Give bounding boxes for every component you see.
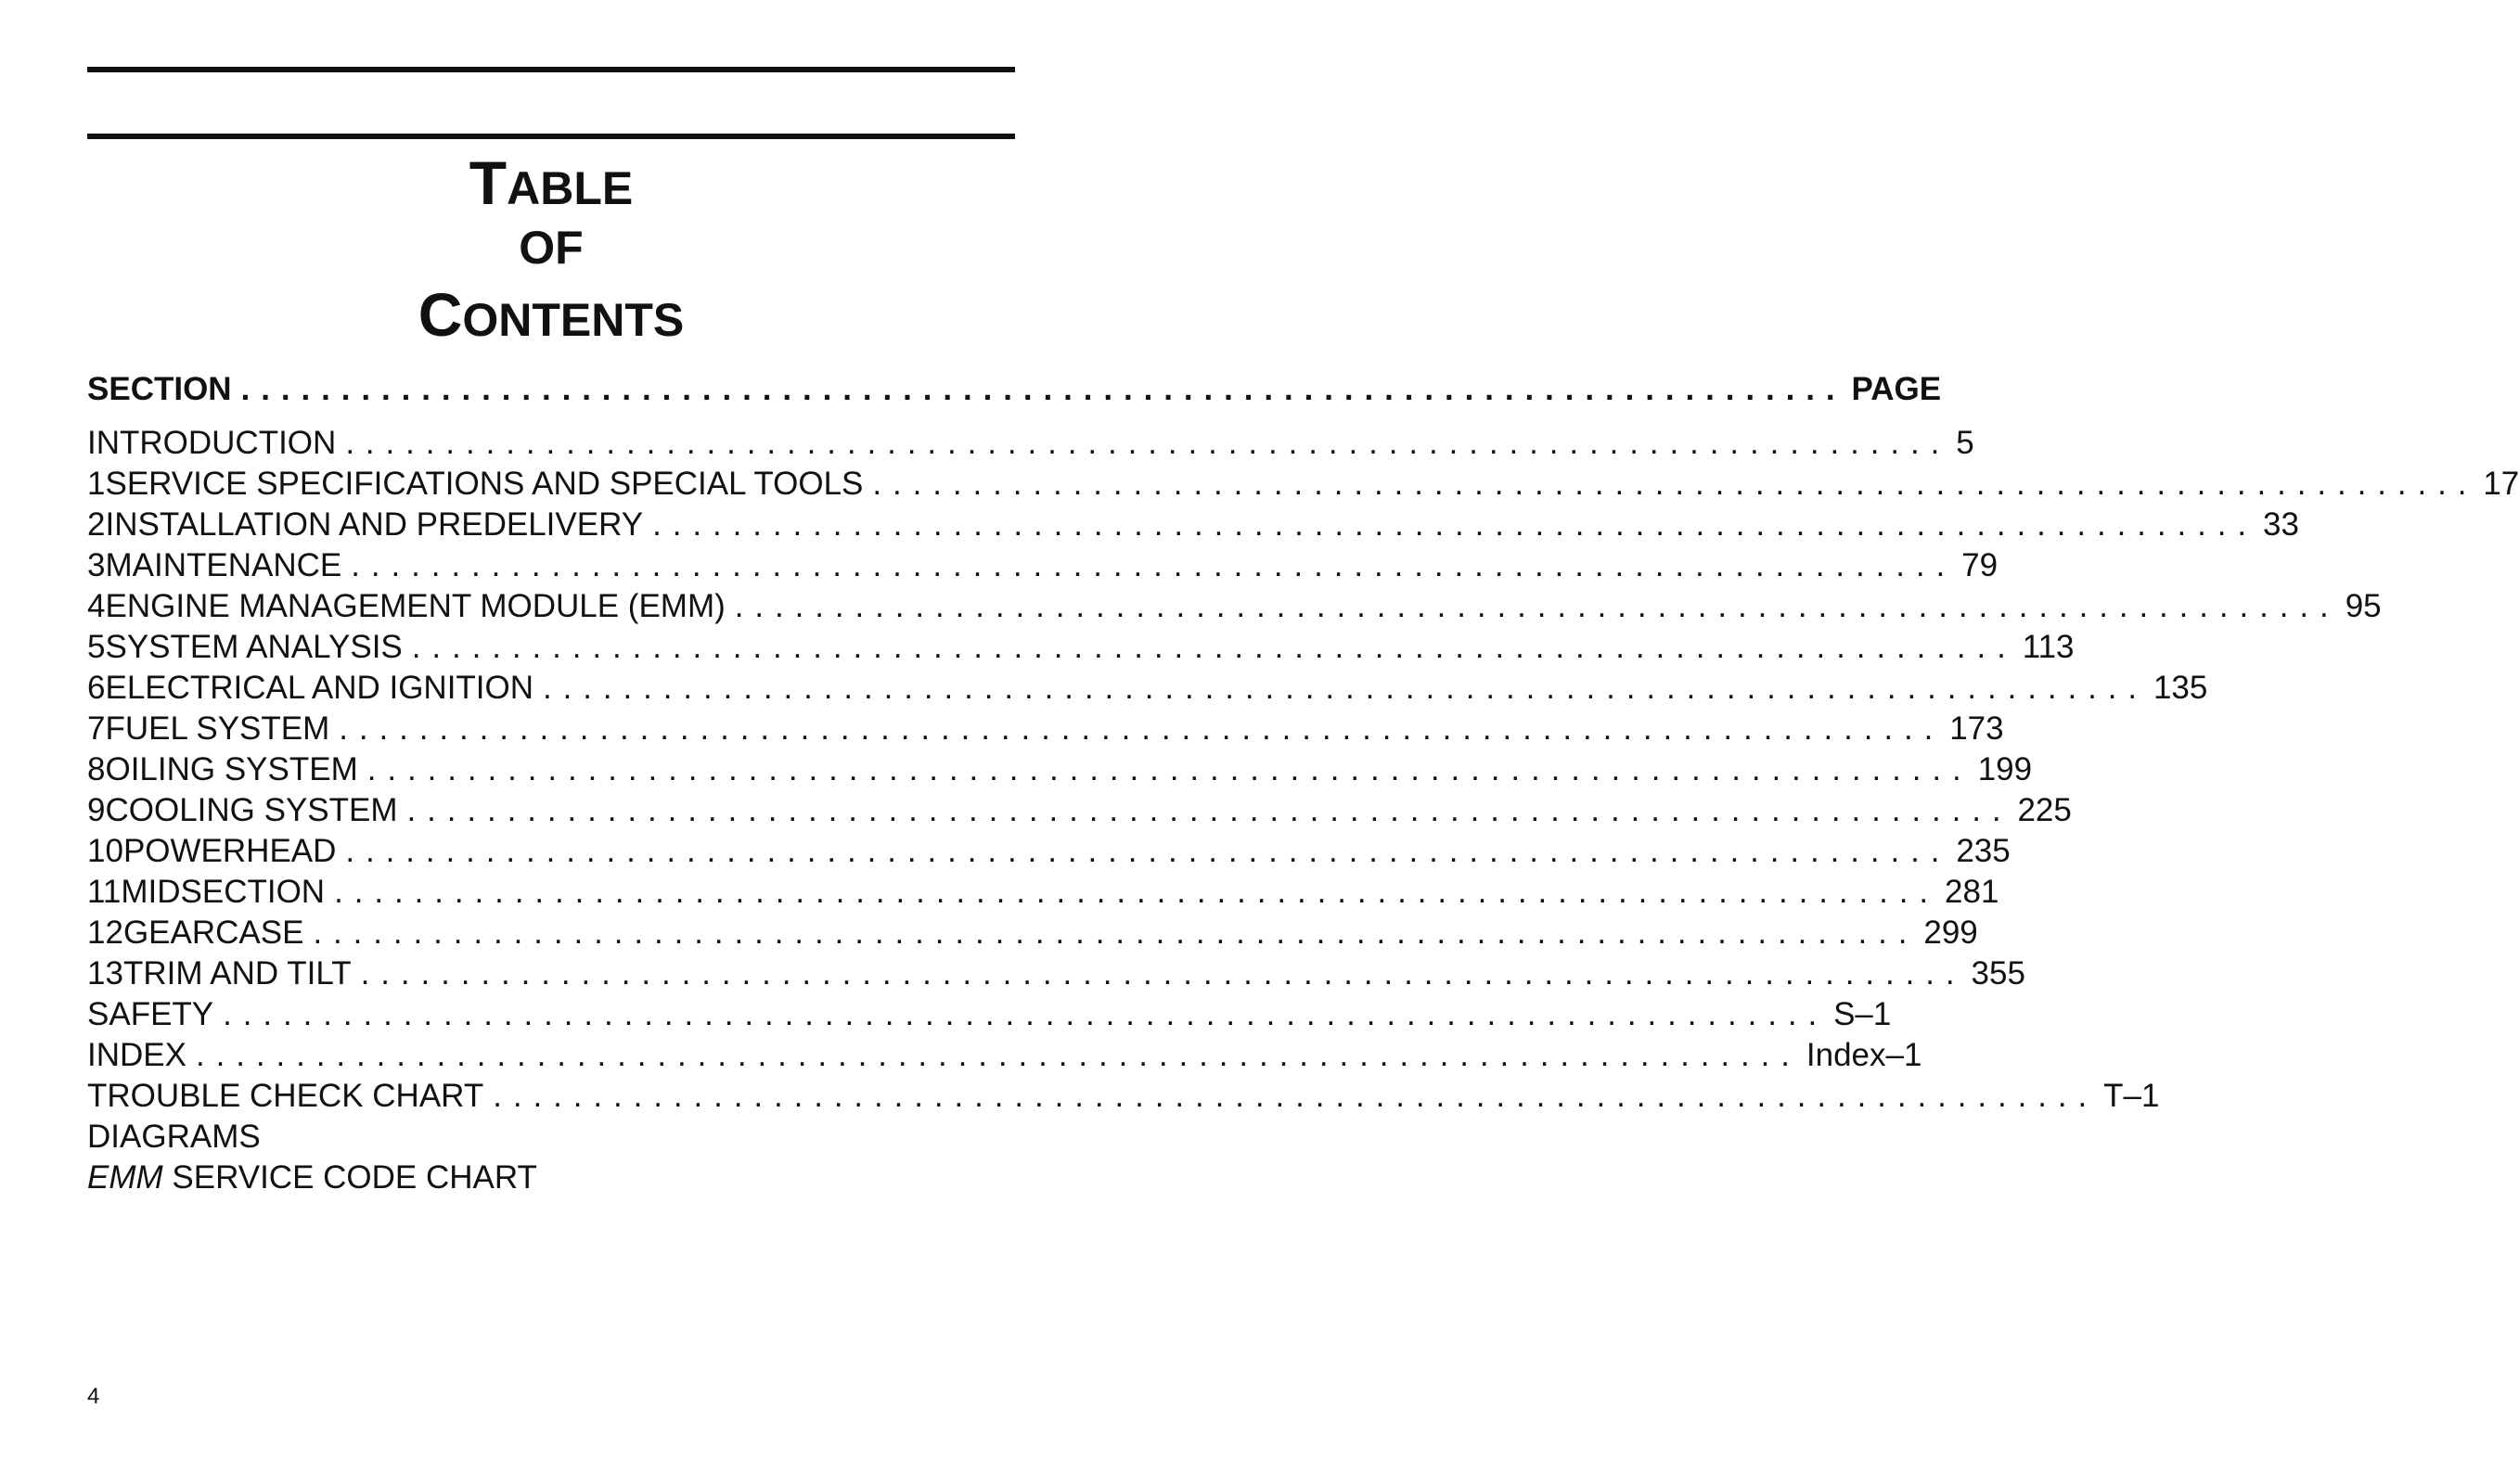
toc-entry-page: 17 xyxy=(2483,466,2519,502)
dot-leader: ................................................................................ xyxy=(493,1078,2099,1114)
toc-entry-page: 113 xyxy=(2022,629,2075,665)
toc-entry-page: T–1 xyxy=(2103,1078,2160,1114)
toc-entry-title: SERVICE CODE CHART xyxy=(172,1159,537,1196)
toc-entry-page: 355 xyxy=(1971,955,2025,991)
toc-entry xyxy=(87,1035,1922,1076)
dot-leader: ................................................................................ xyxy=(543,670,2148,706)
toc-entry-number: 9 xyxy=(87,792,106,828)
dot-leader: ................................................................................ xyxy=(223,996,1829,1032)
toc-entry-page: 33 xyxy=(2263,506,2299,543)
title-line-1: TABLE xyxy=(469,148,634,217)
toc-entry xyxy=(87,668,2208,709)
toc-entry xyxy=(87,994,1892,1035)
toc-entry-number: 1 xyxy=(87,466,106,502)
toc-entry-title: COOLING SYSTEM xyxy=(105,792,398,828)
dot-leader: ................................................................................ xyxy=(411,629,2017,665)
dot-leader: ................................................................................ xyxy=(240,371,1846,407)
toc-entry xyxy=(87,709,2004,749)
dot-leader: ................................................................................ xyxy=(652,506,2258,543)
toc-entry-title: GEARCASE xyxy=(122,915,304,951)
toc-entry-title: SERVICE SPECIFICATIONS AND SPECIAL TOOLS xyxy=(105,466,864,502)
toc-entry-page: 281 xyxy=(1945,874,1999,910)
toc-entry-title: MAINTENANCE xyxy=(105,547,342,583)
toc-entry-page: 5 xyxy=(1956,425,1974,461)
dot-leader: ................................................................................ xyxy=(366,751,1973,787)
toc-entry-number: 13 xyxy=(87,955,123,991)
toc-entry xyxy=(87,1117,1015,1158)
toc-entry-title: ENGINE MANAGEMENT MODULE (EMM) xyxy=(105,588,726,624)
toc-entry xyxy=(87,464,2519,505)
toc-entry-title: OILING SYSTEM xyxy=(105,751,358,787)
toc-entry-number: 2 xyxy=(87,506,106,543)
toc-entry xyxy=(87,545,1998,586)
top-rule xyxy=(87,67,1015,72)
dot-leader: ................................................................................ xyxy=(872,466,2478,502)
dot-leader: ................................................................................ xyxy=(345,833,1951,869)
toc-entry-page: 135 xyxy=(2153,670,2208,706)
toc-entry-number: 8 xyxy=(87,751,106,787)
toc-entry-title: SAFETY xyxy=(87,996,214,1032)
toc-entry xyxy=(87,831,2011,872)
toc-entry xyxy=(87,1158,1015,1198)
toc-entry xyxy=(87,627,2075,668)
toc-entry-title-prefix: EMM xyxy=(87,1159,163,1196)
dot-leader: ................................................................................ xyxy=(345,425,1951,461)
toc-entry xyxy=(87,749,2033,790)
toc-entry-page: 173 xyxy=(1949,710,2004,747)
dot-leader: ................................................................................ xyxy=(334,874,1940,910)
toc-entry xyxy=(87,1076,2160,1117)
toc-entry-title: ELECTRICAL AND IGNITION xyxy=(105,670,534,706)
toc-entry xyxy=(87,872,1999,913)
toc-entry-title: INSTALLATION AND PREDELIVERY xyxy=(105,506,644,543)
toc-entry-title: TROUBLE CHECK CHART xyxy=(87,1078,484,1114)
toc-entry-page: S–1 xyxy=(1833,996,1892,1032)
dot-leader: ................................................................................ xyxy=(734,588,2340,624)
toc-entry-number: 7 xyxy=(87,710,106,747)
toc-entry-title: TRIM AND TILT xyxy=(122,955,352,991)
page-header: PAGE xyxy=(1851,371,1942,407)
toc-entry-title: FUEL SYSTEM xyxy=(105,710,330,747)
toc-entry xyxy=(87,586,2382,627)
dot-leader: ................................................................................ xyxy=(313,915,1919,951)
toc-entry-title: MIDSECTION xyxy=(121,874,326,910)
toc-entry-page: 225 xyxy=(2017,792,2072,828)
toc-entry-page: 299 xyxy=(1923,915,1978,951)
toc-entry-title: DIAGRAMS xyxy=(87,1119,261,1155)
toc-entry-page: 95 xyxy=(2345,588,2382,624)
toc-entry-title: SYSTEM ANALYSIS xyxy=(105,629,403,665)
toc-entry xyxy=(87,790,2072,831)
dot-leader: ................................................................................ xyxy=(406,792,2012,828)
toc-entry xyxy=(87,505,2299,545)
toc-entry-page: Index–1 xyxy=(1806,1037,1922,1073)
page-number: 4 xyxy=(87,1384,100,1409)
toc-entry-page: 199 xyxy=(1977,751,2033,787)
dot-leader: ................................................................................ xyxy=(351,547,1957,583)
dot-leader: ................................................................................ xyxy=(360,955,1966,991)
toc-entry-number: 11 xyxy=(87,874,122,910)
toc-entry-number: 6 xyxy=(87,670,106,706)
toc-header-row xyxy=(87,369,1942,423)
toc-entry-number: 12 xyxy=(87,915,123,951)
dot-leader: ................................................................................ xyxy=(339,710,1945,747)
section-header: SECTION xyxy=(87,371,232,407)
toc-entry-title: POWERHEAD xyxy=(122,833,337,869)
dot-leader: ................................................................................ xyxy=(195,1037,1801,1073)
toc-entry-page: 79 xyxy=(1961,547,1998,583)
toc-entry-title: INTRODUCTION xyxy=(87,425,337,461)
title-line-2: OF xyxy=(519,222,584,274)
second-rule xyxy=(87,134,1015,139)
toc-entry xyxy=(87,423,1974,464)
toc-entry-number: 10 xyxy=(87,833,123,869)
toc-entry xyxy=(87,913,1978,953)
title-line-3: CONTENTS xyxy=(418,280,685,349)
toc-entry-number: 5 xyxy=(87,629,106,665)
toc-entry xyxy=(87,953,2025,994)
toc-entry-title: INDEX xyxy=(87,1037,186,1073)
toc-entry-number: 3 xyxy=(87,547,106,583)
page-title xyxy=(87,147,1015,351)
toc-entry-number: 4 xyxy=(87,588,106,624)
table-of-contents xyxy=(87,369,2519,1198)
toc-entry-page: 235 xyxy=(1956,833,2011,869)
